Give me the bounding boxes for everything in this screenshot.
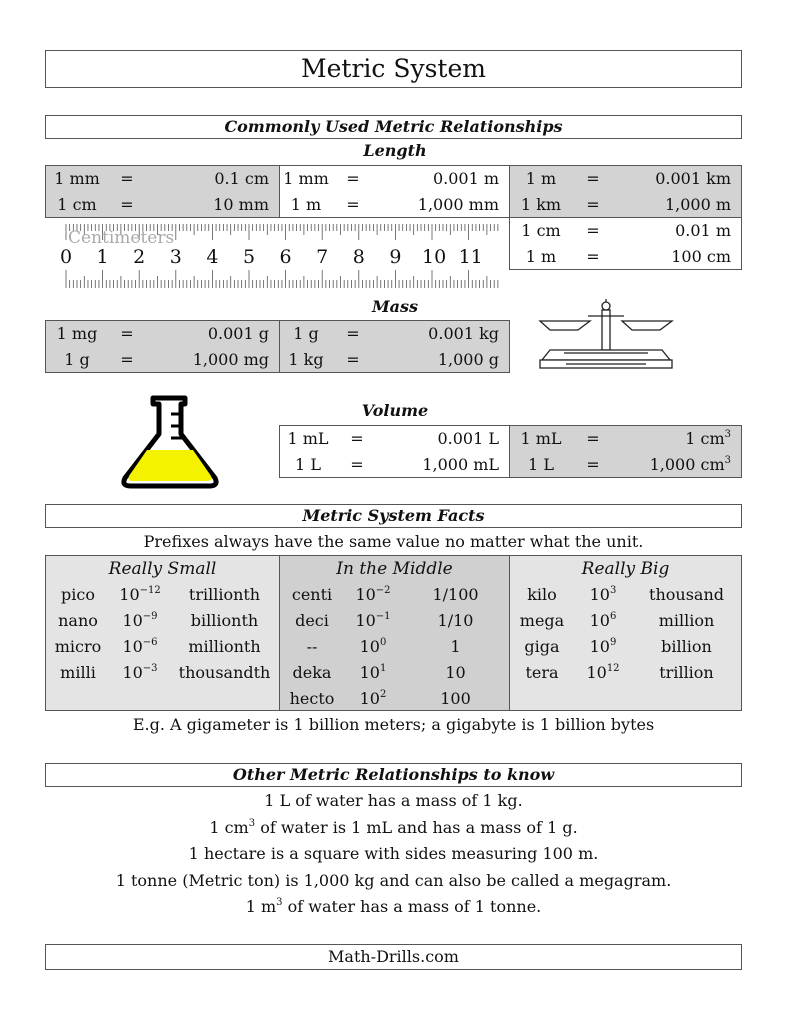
table-row [280, 347, 509, 373]
prefix-value: billion [661, 637, 712, 656]
length-heading: Length [363, 141, 427, 160]
equals-sign: = [120, 350, 134, 369]
unit-right: 1,000 mm [417, 195, 499, 214]
unit-left: 1 mm [283, 169, 329, 188]
prefix-name: centi [291, 585, 333, 604]
prefix-value: 10 [445, 663, 466, 682]
unit-left: 1 kg [288, 350, 324, 369]
prefix-name: mega [519, 611, 565, 630]
superscript: 3 [248, 818, 256, 829]
unit-right: 10 mm [213, 195, 269, 214]
ruler-number: 3 [169, 246, 182, 268]
prefix-row [510, 660, 741, 686]
prefix-row [280, 660, 509, 686]
prefix-power: $10^{-12}$ [119, 585, 161, 604]
unit-right: 1,000 m [664, 195, 731, 214]
unit-left: 1 km [520, 195, 562, 214]
prefix-power: $10^9$ [589, 637, 617, 656]
prefix-rows [510, 582, 741, 686]
table-row [46, 321, 279, 347]
superscript: 3 [724, 429, 731, 440]
unit-right: 0.001 kg [428, 324, 499, 343]
unit-right [614, 426, 741, 452]
unit-right: 1,000 mL [422, 455, 499, 474]
equals-sign: = [586, 429, 600, 448]
prefix-value: 1/10 [437, 611, 474, 630]
prefix-power: $10^{-2}$ [355, 585, 391, 604]
prefix-name: -- [306, 637, 318, 656]
unit-left: 1 mg [56, 324, 98, 343]
ruler-icon [60, 222, 500, 290]
unit-left: 1 L [295, 455, 321, 474]
equals-sign: = [120, 324, 134, 343]
prefix-rows [46, 582, 279, 686]
table-row [510, 192, 741, 218]
prefix-value: million [658, 611, 715, 630]
volume-heading: Volume [361, 401, 429, 420]
other-line-5 [45, 894, 742, 920]
prefix-value: trillionth [188, 585, 261, 604]
unit-value: 1 cm [685, 429, 725, 448]
unit-left: 1 m [525, 247, 557, 266]
prefix-name: pico [61, 585, 95, 604]
prefix-value: billionth [190, 611, 259, 630]
ruler-number: 5 [242, 246, 256, 268]
ruler-number: 8 [352, 246, 365, 268]
equals-sign: = [586, 221, 600, 240]
prefix-name: giga [524, 637, 560, 656]
prefix-row [46, 582, 279, 608]
other-line-2 [45, 815, 742, 841]
unit-right: 0.001 g [207, 324, 269, 343]
prefix-row [280, 634, 509, 660]
equals-sign: = [350, 455, 364, 474]
equals-sign: = [346, 350, 360, 369]
ruler-number: 11 [458, 246, 483, 268]
prefix-value: millionth [188, 637, 261, 656]
section-other-header: Other Metric Relationships to know [45, 763, 742, 787]
unit-left: 1 mL [287, 429, 329, 448]
prefix-power: $10^1$ [359, 663, 387, 682]
unit-right: 100 cm [671, 247, 731, 266]
prefix-value: trillion [659, 663, 714, 682]
unit-left: 1 mm [54, 169, 100, 188]
other-line-5-start: 1 m [245, 897, 277, 916]
prefix-power: $10^{12}$ [586, 663, 620, 682]
other-line-4: 1 tonne (Metric ton) is 1,000 kg and can also be called a megagram. [115, 871, 672, 890]
table-row [280, 166, 509, 192]
unit-right: 0.001 L [437, 429, 499, 448]
prefix-power: $10^{-9}$ [122, 611, 158, 630]
equals-sign: = [346, 195, 360, 214]
other-line-1: 1 L of water has a mass of 1 kg. [264, 791, 523, 810]
length-group-3 [509, 165, 742, 218]
prefix-power: $10^2$ [359, 689, 387, 708]
ruler-number: 9 [389, 246, 402, 268]
unit-right: 1,000 g [437, 350, 499, 369]
prefix-power: $10^6$ [589, 611, 617, 630]
prefix-row [280, 686, 509, 712]
column-heading: Really Small [108, 559, 217, 579]
unit-left: 1 mL [520, 429, 562, 448]
balance-scale-icon [530, 296, 680, 378]
unit-left: 1 L [528, 455, 554, 474]
other-line-2-start: 1 cm [209, 818, 249, 837]
prefix-name: hecto [289, 689, 335, 708]
prefix-row [46, 660, 279, 686]
section-common-header: Commonly Used Metric Relationships [45, 115, 742, 139]
other-line-5-end: of water has a mass of 1 tonne. [282, 897, 542, 916]
prefix-value: 1/100 [432, 585, 479, 604]
prefix-value: thousandth [178, 663, 271, 682]
facts-example: E.g. A gigameter is 1 billion meters; a gigabyte is 1 billion bytes [132, 715, 655, 734]
section-facts-header: Metric System Facts [45, 504, 742, 528]
unit-right [614, 452, 741, 478]
table-row [46, 166, 279, 192]
table-row [510, 452, 741, 478]
length-group-2 [279, 165, 510, 218]
table-row [280, 426, 509, 452]
unit-right: 0.001 km [655, 169, 731, 188]
prefix-power: $10^3$ [589, 585, 617, 604]
superscript: 3 [276, 897, 283, 908]
table-row [280, 321, 509, 347]
other-line-2-end: of water is 1 mL and has a mass of 1 g. [255, 818, 578, 837]
prefix-rows [280, 582, 509, 712]
ruler-label: Centimeters [68, 228, 175, 248]
equals-sign: = [120, 195, 134, 214]
unit-right: 0.01 m [675, 221, 731, 240]
equals-sign: = [586, 455, 600, 474]
equals-sign: = [350, 429, 364, 448]
unit-value: 1,000 cm [649, 455, 725, 474]
prefix-power: $10^{-1}$ [355, 611, 391, 630]
column-heading: Really Big [581, 559, 670, 579]
prefix-name: micro [54, 637, 102, 656]
prefix-row [280, 582, 509, 608]
volume-group-1 [279, 425, 510, 478]
table-row [510, 426, 741, 452]
equals-sign: = [586, 247, 600, 266]
mass-heading: Mass [371, 297, 419, 316]
prefix-value: 1 [450, 637, 461, 656]
prefix-name: deka [292, 663, 332, 682]
page-title: Metric System [45, 50, 742, 88]
ruler-number: 7 [316, 246, 329, 268]
table-row [46, 192, 279, 218]
prefix-power: $10^{-3}$ [122, 663, 158, 682]
prefix-row [510, 634, 741, 660]
unit-left: 1 g [64, 350, 90, 369]
prefix-row [510, 582, 741, 608]
prefix-row [46, 634, 279, 660]
table-row [280, 192, 509, 218]
unit-left: 1 cm [57, 195, 97, 214]
facts-intro: Prefixes always have the same value no matter what the unit. [143, 532, 644, 551]
length-group-4 [509, 217, 742, 270]
prefix-name: kilo [527, 585, 557, 604]
ruler-number: 2 [133, 246, 146, 268]
prefix-row [510, 608, 741, 634]
table-row [510, 166, 741, 192]
other-line-3: 1 hectare is a square with sides measuring 100 m. [188, 844, 599, 863]
flask-icon [115, 390, 225, 490]
unit-left: 1 g [293, 324, 319, 343]
prefix-table [45, 555, 742, 711]
equals-sign: = [586, 195, 600, 214]
equals-sign: = [586, 169, 600, 188]
unit-right: 0.1 cm [214, 169, 269, 188]
unit-left: 1 cm [521, 221, 561, 240]
table-row [280, 452, 509, 478]
ruler-number: 10 [422, 246, 447, 268]
volume-group-2 [509, 425, 742, 478]
equals-sign: = [346, 169, 360, 188]
ruler-number: 1 [96, 246, 109, 268]
table-row [510, 244, 741, 270]
ruler-number: 6 [279, 246, 292, 268]
column-heading: In the Middle [336, 559, 453, 579]
ruler-numbers [60, 244, 500, 270]
prefix-row [280, 608, 509, 634]
equals-sign: = [346, 324, 360, 343]
prefix-name: nano [58, 611, 98, 630]
prefix-column-big [510, 556, 741, 710]
prefix-name: deci [295, 611, 329, 630]
ruler-number: 0 [59, 246, 73, 268]
prefix-name: milli [60, 663, 96, 682]
table-row [46, 347, 279, 373]
table-row [510, 218, 741, 244]
mass-group-2 [279, 320, 510, 373]
unit-right: 0.001 m [432, 169, 499, 188]
prefix-row [46, 608, 279, 634]
prefix-power: $10^{-6}$ [122, 637, 158, 656]
prefix-value: thousand [649, 585, 724, 604]
mass-group-1 [45, 320, 280, 373]
unit-right: 1,000 mg [192, 350, 269, 369]
prefix-column-small [46, 556, 279, 710]
ruler-number: 4 [206, 246, 219, 268]
length-group-1 [45, 165, 280, 218]
prefix-power: $10^0$ [359, 637, 387, 656]
footer-credit: Math-Drills.com [45, 944, 742, 970]
equals-sign: = [120, 169, 134, 188]
unit-left: 1 m [290, 195, 322, 214]
prefix-value: 100 [440, 689, 471, 708]
prefix-column-middle [279, 556, 510, 710]
superscript: 3 [724, 455, 731, 466]
prefix-name: tera [525, 663, 559, 682]
unit-left: 1 m [525, 169, 557, 188]
